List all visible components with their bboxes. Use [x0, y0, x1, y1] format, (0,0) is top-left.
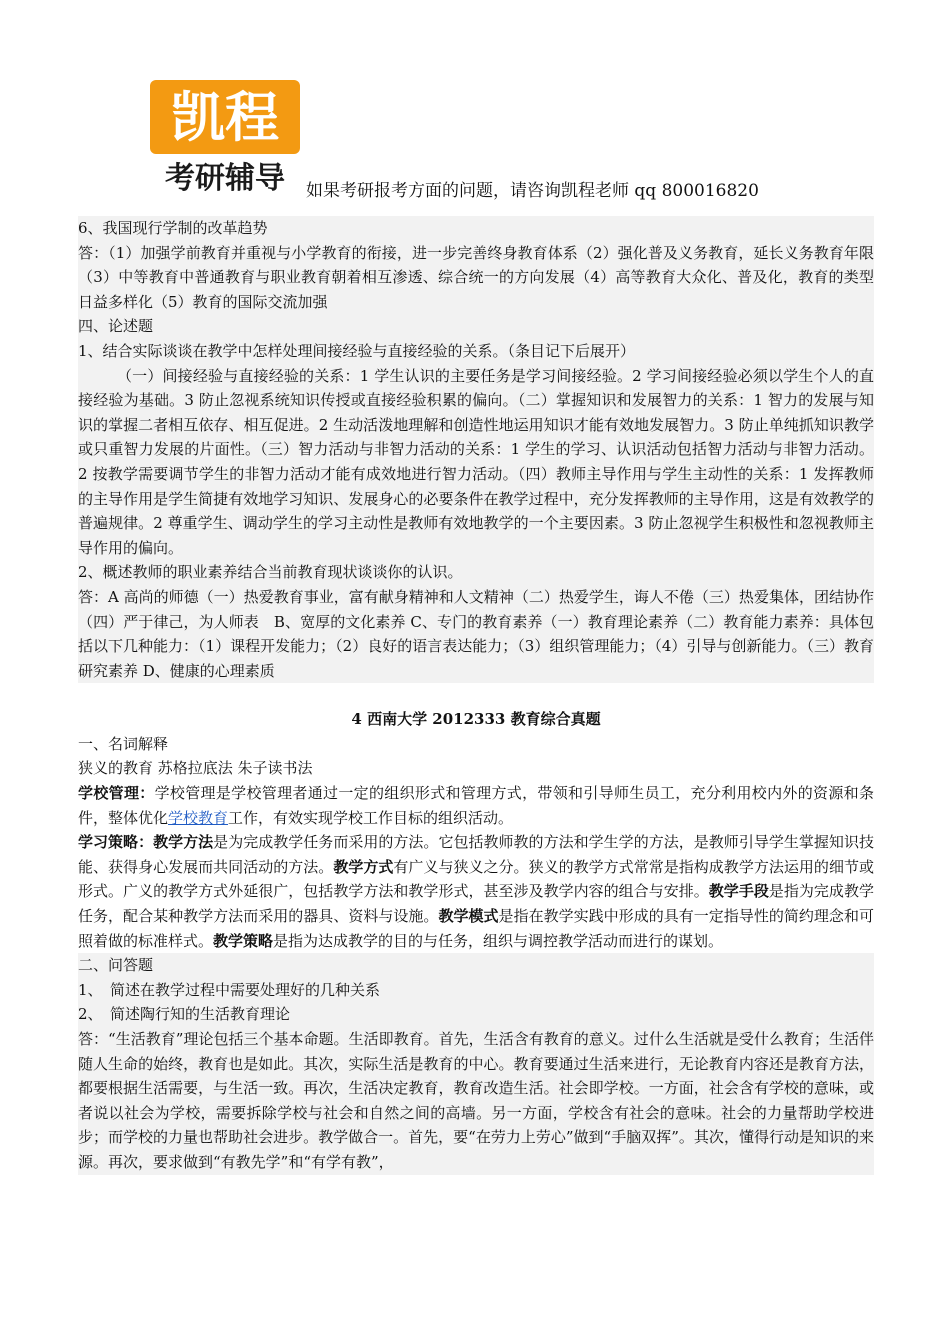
term-list: 狭义的教育 苏格拉底法 朱子读书法: [78, 759, 313, 778]
part-4-title: 四、论述题: [78, 314, 874, 339]
teaching-form-term: 教学方式: [333, 857, 394, 876]
question-6-answer: 答：（1）加强学前教育并重视与小学教育的衔接，进一步完善终身教育体系（2）强化普及义务教育，延长义务教育年限（3）中等教育中普通教育与职业教育朝着相互渗透、综合统一的方向发展（4）高等教育大众化、普及化，教育的类型日益多样化（5）教育的国际交流加强: [78, 241, 874, 315]
qa-question-2: 2、 简述陶行知的生活教育理论: [78, 1002, 874, 1027]
school-management-text-end: 工作，有效实现学校工作目标的组织活动。: [228, 808, 514, 827]
school-management-text: 学校管理是学校管理者通过一定的组织形式和管理方式，带领和引导师生员工，充分利用校内外的资源和条件，整体优化: [78, 784, 874, 827]
teaching-strategy-text: 是指为达成教学的目的与任务，组织与调控教学活动而进行的谋划。: [273, 931, 724, 950]
essay-2-title: 2、概述教师的职业素养结合当前教育现状谈谈你的认识。: [78, 560, 874, 585]
teaching-method-term: 教学方法: [153, 833, 214, 852]
exam-title: 4 西南大学 2012333 教育综合真题: [351, 710, 601, 729]
essay-2-answer: 答：A 高尚的师德（一）热爱教育事业，富有献身精神和人文精神（二）热爱学生，诲人不倦（三）热爱集体，团结协作（四）严于律己，为人师表 B、宽厚的文化素养 C、专门的教育素养（一）教育理论素养（二）教育能力素养：具体包括以下几种能力：（1）课程开发能力；（2）良好的语言表达能力；（3）组织管理能力；（4）引导与创新能力。（三）教育研究素养 D、健康的心理素质: [78, 585, 874, 683]
teaching-means-text: 是指为完成教学任务，配合某种教学方法而采用的器具、资料与设施。: [78, 882, 874, 926]
learning-strategy-paragraph: [78, 830, 874, 953]
learning-strategy-term: 学习策略：: [78, 833, 154, 852]
school-education-link[interactable]: 学校教育: [168, 808, 229, 827]
part-1-title: 一、名词解释: [78, 734, 169, 753]
document-body: [78, 216, 874, 1175]
kaicheng-logo: [150, 78, 300, 196]
qa-answer-2: 答：“生活教育”理论包括三个基本命题。生活即教育。首先，生活含有教育的意义。过什么生活就是受什么教育；生活伴随人生命的始终，教育也是如此。其次，实际生活是教育的中心。教育要通过生活来进行，无论教育内容还是教育方法，都要根据生活需要，与生活一致。再次，生活决定教育，教育改造生活。社会即学校。一方面，社会含有学校的意味，或者说以社会为学校，需要拆除学校与社会和自然之间的高墙。另一方面，学校含有社会的意味。社会的力量帮助学校进步；而学校的力量也帮助社会进步。教学做合一。首先，要“在劳力上劳心”做到“手脑双挥”。其次，懂得行动是知识的来源。再次，要求做到“有教先学”和“有学有教”，: [78, 1027, 874, 1175]
contact-line: 如果考研报考方面的问题，请咨询凯程老师 qq 800016820: [306, 181, 759, 201]
teaching-method-text: 是为完成教学任务而采用的方法。它包括教师教的方法和学生学的方法，是教师引导学生掌握知识技能、获得身心发展而共同活动的方法。: [78, 833, 874, 876]
teaching-strategy-term: 教学策略: [213, 931, 274, 950]
logo-mark-text: 凯程: [171, 86, 279, 149]
school-management-term: 学校管理：: [78, 784, 155, 803]
teaching-form-text: 有广义与狭义之分。狭义的教学方式常常是指构成教学方法运用的细节或形式。广义的教学方式外延很广，包括教学方法和教学形式，甚至涉及教学内容的组合与安排。: [78, 857, 874, 901]
essay-1-body: （一）间接经验与直接经验的关系：1 学生认识的主要任务是学习间接经验。2 学习间接经验必须以学生个人的直接经验为基础。3 防止忽视系统知识传授或直接经验积累的偏向。（二）掌握知识和发展智力的关系：1 智力的发展与知识的掌握二者相互依存、相互促进。2 生动活泼地理解和创造性地运用知识才能有效地发展智力。3 防止单纯抓知识教学或只重智力发展的片面性。（三）智力活动与非智力活动的关系：1 学生的学习、认识活动包括智力活动与非智力活动。2 按教学需要调节学生的非智力活动才能有成效地进行智力活动。（四）教师主导作用与学生主动性的关系：1 发挥教师的主导作用是学生简捷有效地学习知识、发展身心的必要条件在教学过程中，充分发挥教师的主导作用，这是有效教学的普遍规律。2 尊重学生、调动学生的学习主动性是教师有效地教学的一个主要因素。3 防止忽视学生积极性和忽视教师主导作用的偏向。: [78, 364, 874, 561]
teaching-model-term: 教学模式: [438, 907, 499, 926]
teaching-means-term: 教学手段: [708, 882, 769, 901]
qa-question-1: 1、 简述在教学过程中需要处理好的几种关系: [78, 978, 874, 1003]
question-6-title: 6、我国现行学制的改革趋势: [78, 216, 874, 241]
part-2-title: 二、问答题: [78, 953, 874, 978]
logo-subtitle: 考研辅导: [165, 161, 285, 196]
essay-1-title: 1、结合实际谈谈在教学中怎样处理间接经验与直接经验的关系。（条目记下后展开）: [78, 339, 874, 364]
school-management-paragraph: [78, 781, 874, 830]
teaching-model-text: 是指在教学实践中形成的具有一定指导性的简约理念和可照着做的标准样式。: [78, 907, 874, 950]
